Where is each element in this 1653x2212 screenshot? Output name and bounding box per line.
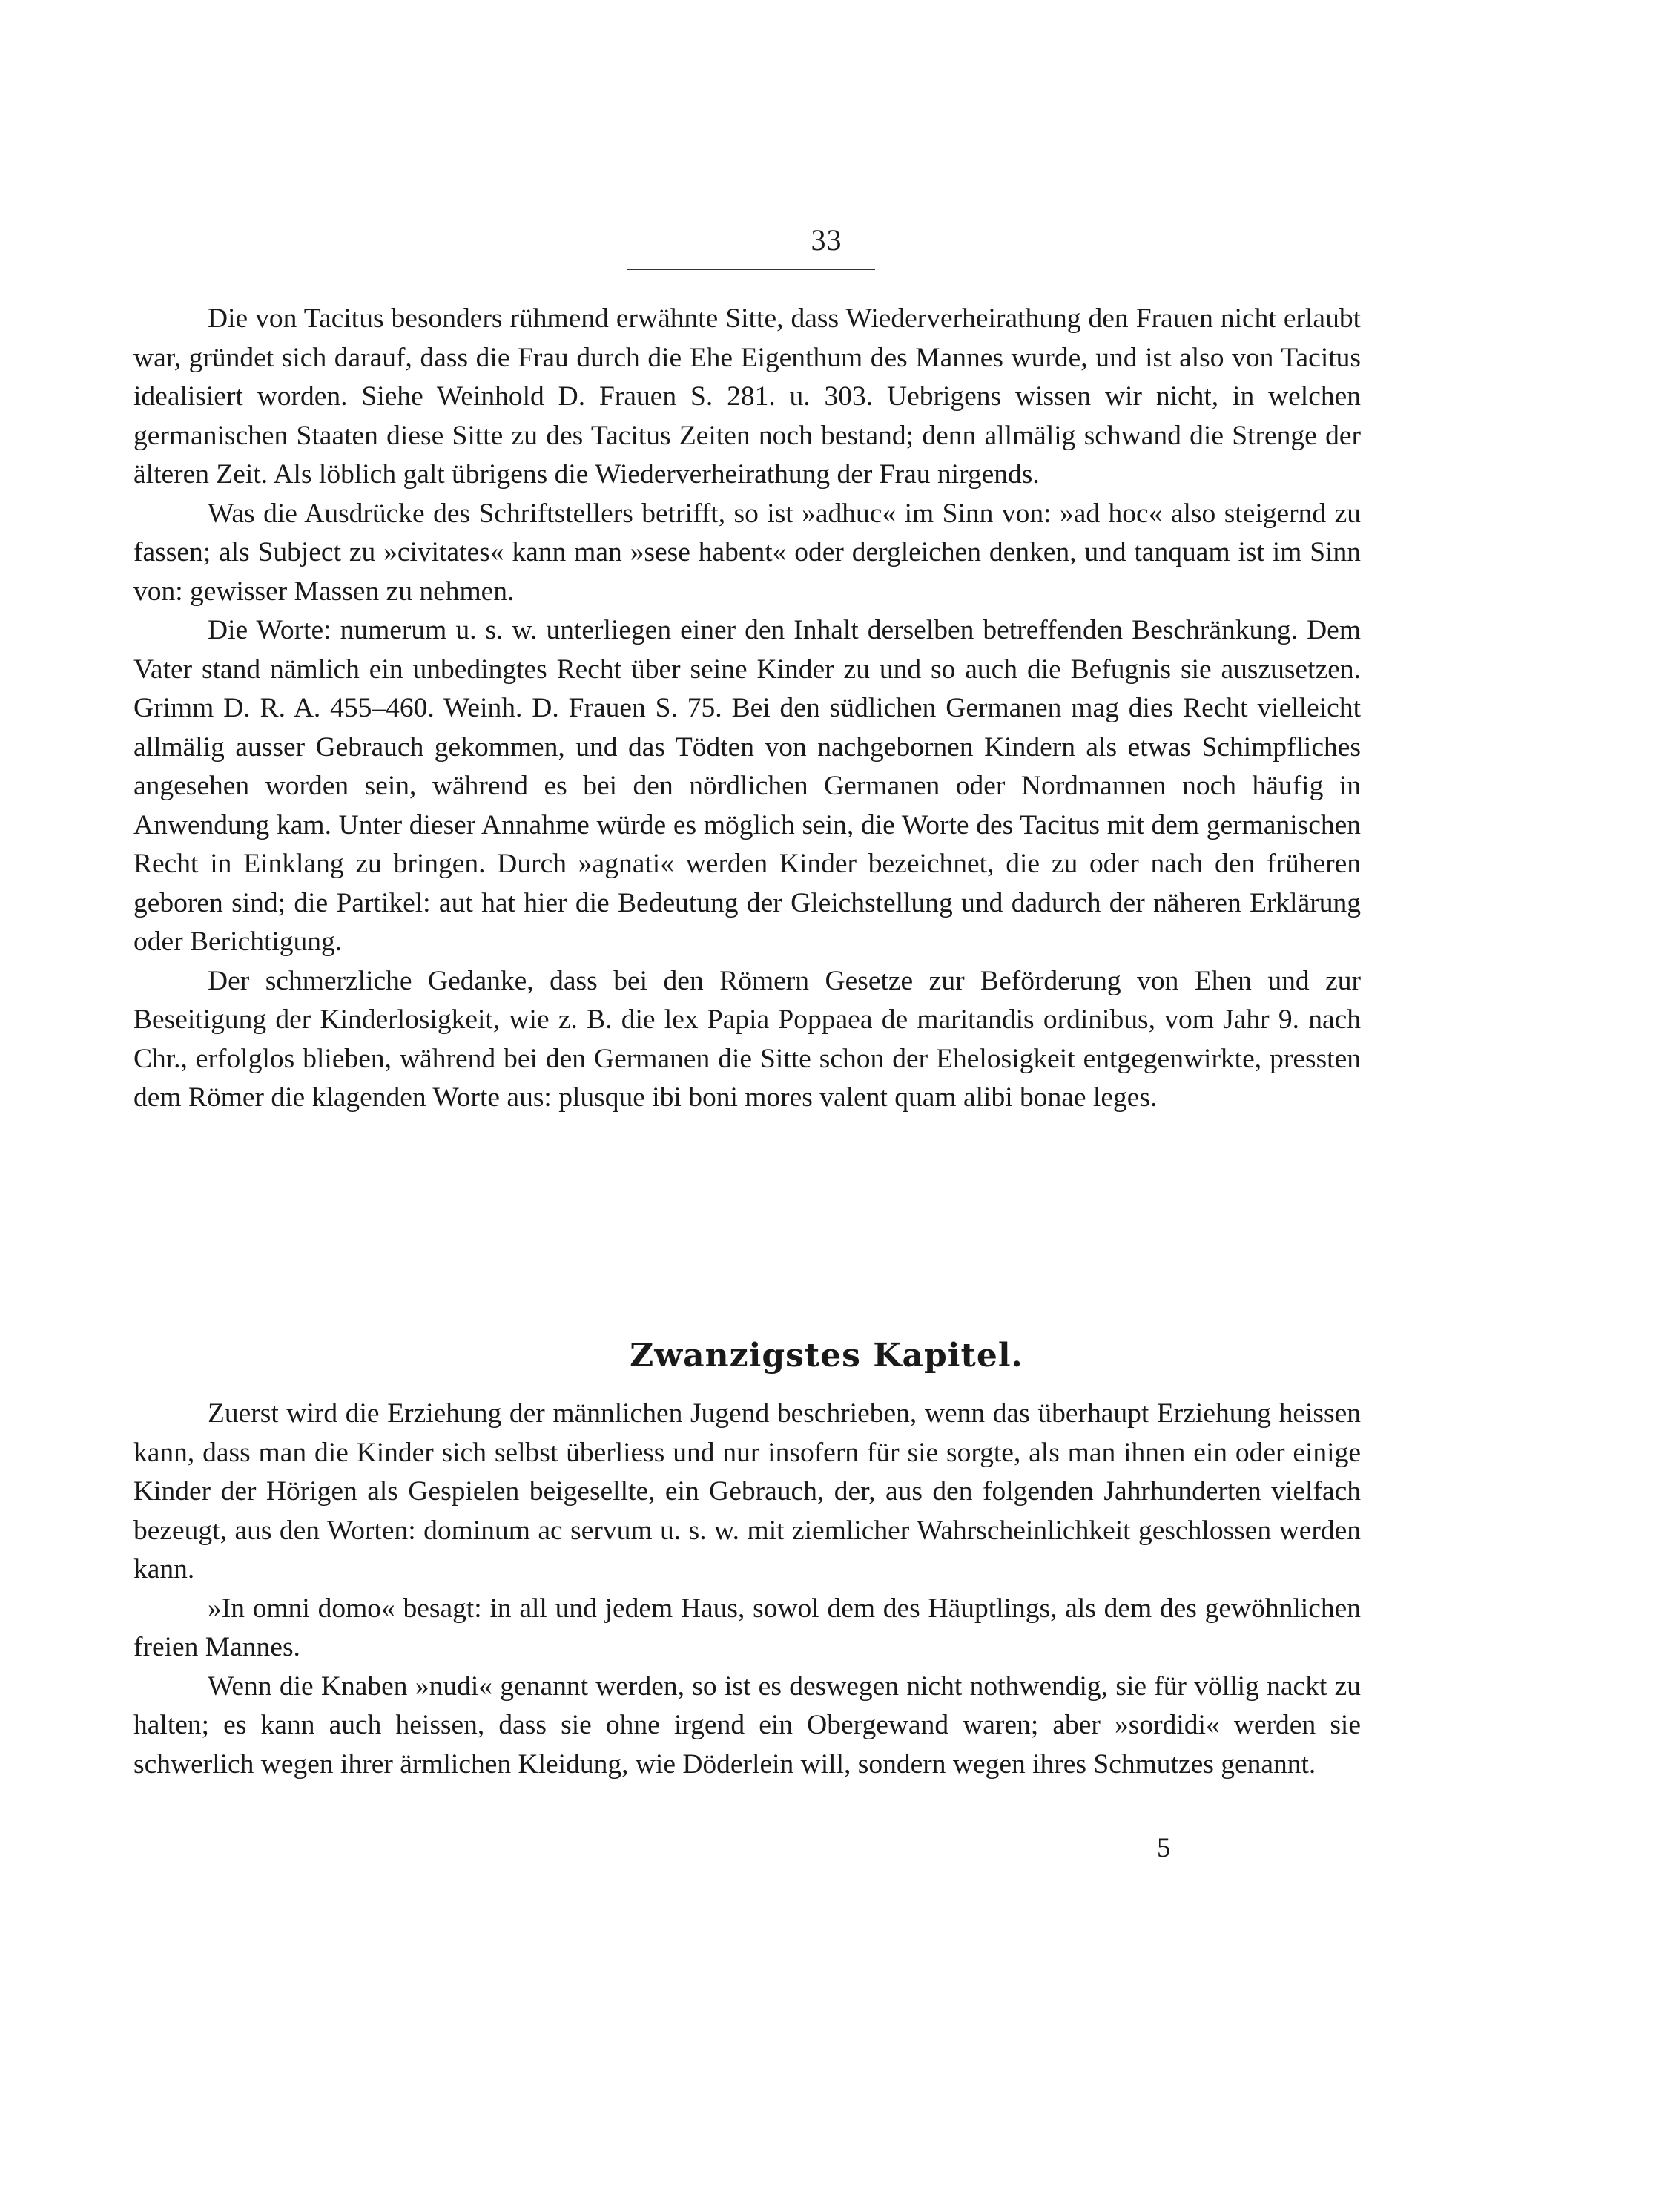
- signature-mark: 5: [1157, 1833, 1171, 1863]
- paragraph: Die von Tacitus besonders rühmend erwähnte Sitte, dass Wiederverheirathung den Frauen nicht erlaubt war, gründet sich darauf, dass die Frau durch die Ehe Eigenthum des Mannes wurde, und ist also von Tacitus idealisiert worden. Siehe Weinhold D. Frauen S. 281. u. 303. Uebrigens wissen wir nicht, in welchen germanischen Staaten diese Sitte zu des Tacitus Zeiten noch bestand; denn allmälig schwand die Strenge der älteren Zeit. Als löblich galt übrigens die Wiederverheirathung der Frau nirgends.: [133, 303, 1361, 490]
- page-number: 33: [811, 223, 842, 257]
- paragraph: Was die Ausdrücke des Schriftstellers betrifft, so ist »adhuc« im Sinn von: »ad hoc« also steigernd zu fassen; als Subject zu »civitates« kann man »sese habent« oder dergleichen denken, und tanquam ist im Sinn von: gewisser Massen zu nehmen.: [133, 498, 1361, 607]
- paragraph: »In omni domo« besagt: in all und jedem Haus, sowol dem des Häuptlings, als dem des gewöhnlichen freien Mannes.: [133, 1593, 1361, 1662]
- chapter-heading: Zwanzigstes Kapitel.: [630, 1337, 1023, 1375]
- paragraph: Zuerst wird die Erziehung der männlichen Jugend beschrieben, wenn das überhaupt Erziehung heissen kann, dass man die Kinder sich selbst überliess und nur insofern für sie sorgte, als man ihnen ein oder einige Kinder der Hörigen als Gespielen beigesellte, ein Gebrauch, der, aus den folgenden Jahrhunderten vielfach bezeugt, aus den Worten: dominum ac servum u. s. w. mit ziemlicher Wahrscheinlichkeit geschlossen werden kann.: [133, 1398, 1361, 1584]
- paragraph: Die Worte: numerum u. s. w. unterliegen einer den Inhalt derselben betreffenden Beschränkung. Dem Vater stand nämlich ein unbedingtes Recht über seine Kinder zu und so auch die Befugnis sie auszusetzen. Grimm D. R. A. 455–460. Weinh. D. Frauen S. 75. Bei den südlichen Germanen mag dies Recht vielleicht allmälig ausser Gebrauch gekommen, und das Tödten von nachgebornen Kindern als etwas Schimpfliches angesehen worden sein, während es bei den nördlichen Germanen oder Nordmannen noch häufig in Anwendung kam. Unter dieser Annahme würde es möglich sein, die Worte des Tacitus mit dem germanischen Recht in Einklang zu bringen. Durch »agnati« werden Kinder bezeichnet, die zu oder nach den früheren geboren sind; die Partikel: aut hat hier die Bedeutung der Gleichstellung und dadurch der näheren Erklärung oder Berichtigung.: [133, 615, 1361, 957]
- section-2-text: [133, 1395, 1361, 1784]
- paragraph: Der schmerzliche Gedanke, dass bei den Römern Gesetze zur Beförderung von Ehen und zur Beseitigung der Kinderlosigkeit, wie z. B. die lex Papia Poppaea de maritandis ordinibus, vom Jahr 9. nach Chr., erfolglos blieben, während bei den Germanen die Sitte schon der Ehelosigkeit entgegenwirkte, pressten dem Römer die klagenden Worte aus: plusque ibi boni mores valent quam alibi bonae leges.: [133, 965, 1361, 1113]
- header-rule: [627, 269, 875, 270]
- paragraph: Wenn die Knaben »nudi« genannt werden, so ist es deswegen nicht nothwendig, sie für völlig nackt zu halten; es kann auch heissen, dass sie ohne irgend ein Obergewand waren; aber »sordidi« werden sie schwerlich wegen ihrer ärmlichen Kleidung, wie Döderlein will, sondern wegen ihres Schmutzes genannt.: [133, 1670, 1361, 1780]
- section-1-text: [133, 300, 1361, 1118]
